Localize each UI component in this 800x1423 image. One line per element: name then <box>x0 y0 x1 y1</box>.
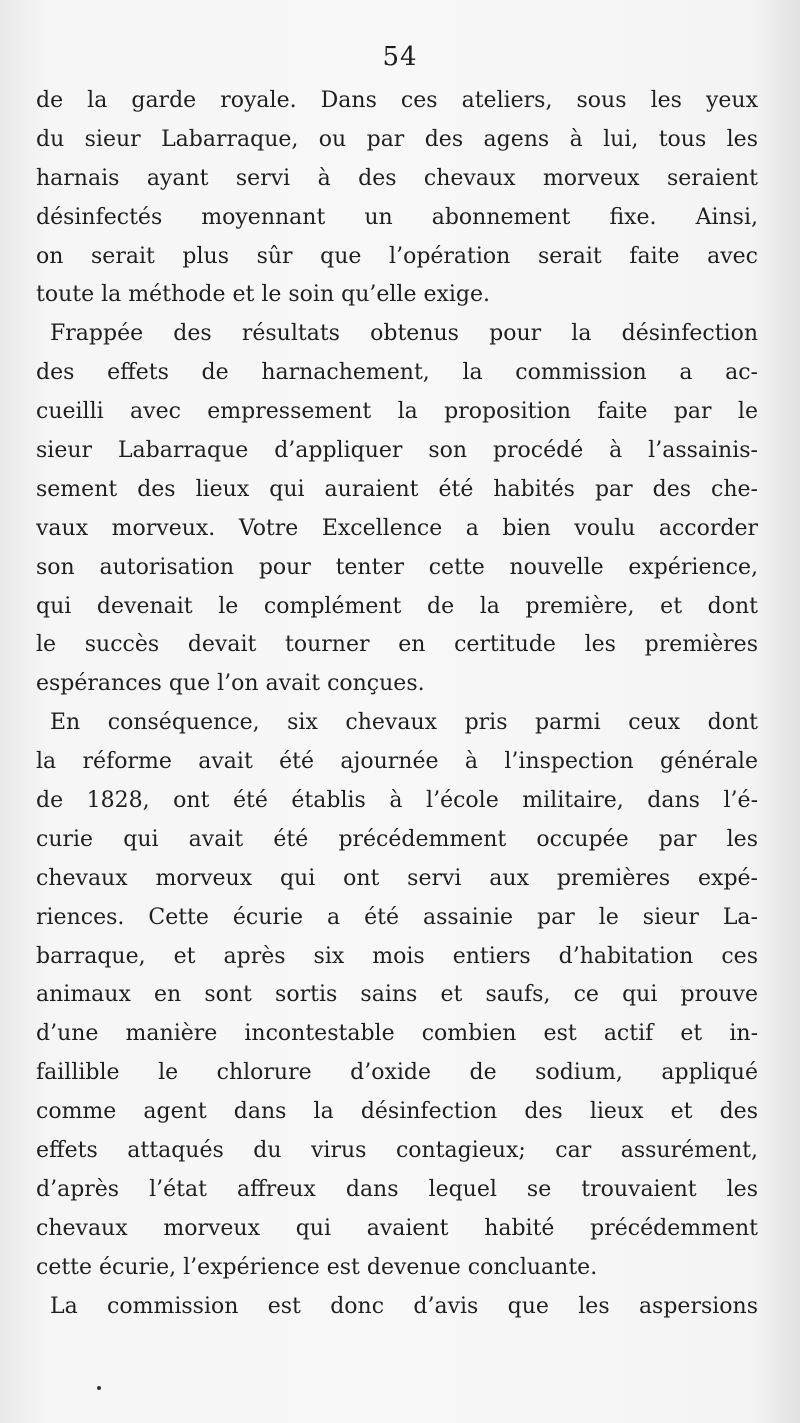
ink-speck <box>97 1386 101 1390</box>
text-line: toute la méthode et le soin qu’elle exige. <box>36 282 491 308</box>
text-line: curie qui avait été précédemment occupée par les <box>36 826 758 852</box>
text-line: Frappée des résultats obtenus pour la désinfection <box>50 321 758 347</box>
text-line: qui devenait le complément de la première, et dont <box>36 593 758 619</box>
text-line: chevaux morveux qui avaient habité précédemment <box>36 1215 758 1241</box>
text-line: barraque, et après six mois entiers d’habitation ces <box>36 943 758 969</box>
text-line: on serait plus sûr que l’opération serait faite avec <box>36 243 758 269</box>
text-line: le succès devait tourner en certitude les premières <box>36 632 758 658</box>
text-line: faillible le chlorure d’oxide de sodium, appliqué <box>36 1060 758 1086</box>
text-line: d’une manière incontestable combien est actif et in- <box>36 1021 758 1047</box>
text-line: chevaux morveux qui ont servi aux premières expé- <box>36 865 758 891</box>
text-line: sement des lieux qui auraient été habités par des che- <box>36 476 758 502</box>
text-line: cueilli avec empressement la proposition faite par le <box>36 399 758 425</box>
text-line: La commission est donc d’avis que les aspersions <box>50 1293 758 1319</box>
text-line: de la garde royale. Dans ces ateliers, sous les yeux <box>36 88 758 113</box>
text-line: cette écurie, l’expérience est devenue concluante. <box>36 1254 598 1280</box>
text-line: sieur Labarraque d’appliquer son procédé à l’assainis- <box>36 438 758 464</box>
text-line: riences. Cette écurie a été assainie par le sieur La- <box>36 904 758 930</box>
text-line: d’après l’état affreux dans lequel se trouvaient les <box>36 1176 758 1202</box>
text-line: la réforme avait été ajournée à l’inspection générale <box>36 749 758 775</box>
text-line: espérances que l’on avait conçues. <box>36 671 425 697</box>
text-line: du sieur Labarraque, ou par des agens à lui, tous les <box>36 126 758 152</box>
text-line: son autorisation pour tenter cette nouvelle expérience, <box>36 554 758 580</box>
text-line: En conséquence, six chevaux pris parmi ceux dont <box>50 710 758 736</box>
text-line: de 1828, ont été établis à l’école militaire, dans l’é- <box>36 788 758 814</box>
text-line: animaux en sont sortis sains et saufs, ce qui prouve <box>36 982 758 1008</box>
text-line: harnais ayant servi à des chevaux morveux seraient <box>36 165 758 191</box>
text-line: désinfectés moyennant un abonnement fixe. Ainsi, <box>36 204 758 230</box>
page-number: 54 <box>382 42 418 72</box>
text-line: comme agent dans la désinfection des lieux et des <box>36 1099 758 1125</box>
text-line: effets attaqués du virus contagieux; car assurément, <box>36 1138 758 1164</box>
text-line: vaux morveux. Votre Excellence a bien voulu accorder <box>36 515 758 541</box>
body-text <box>36 82 758 1327</box>
text-line: des effets de harnachement, la commission a ac- <box>36 360 758 386</box>
